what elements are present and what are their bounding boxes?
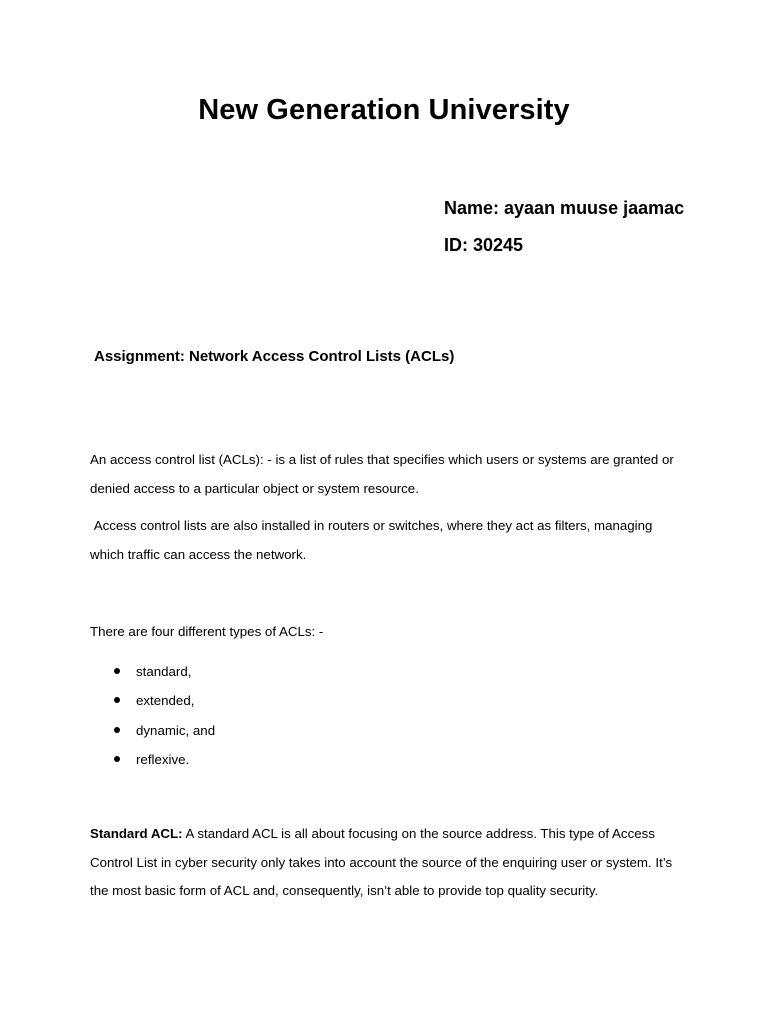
standard-acl-paragraph (90, 820, 690, 906)
university-title: New Generation University (198, 94, 570, 126)
student-name: Name: ayaan muuse jaamac (444, 198, 685, 218)
list-item (90, 745, 215, 774)
list-item-label: reflexive. (136, 751, 190, 767)
bullet-icon (114, 668, 120, 674)
list-item (90, 716, 215, 745)
list-item (90, 686, 215, 715)
acl-definition-paragraph: An access control list (ACLs): - is a list of rules that specifies which users or systems are granted or denied access to a particular object or system resource. (90, 452, 674, 496)
standard-acl-text: A standard ACL is all about focusing on the source address. This type of Access Control List in cyber security only takes into account the source of the enquiring user or system. It’s the most basic form of ACL and, consequently, isn’t able to provide top quality security. (90, 826, 676, 898)
standard-acl-heading: Standard ACL: (90, 826, 183, 841)
student-id: ID: 30245 (444, 235, 524, 255)
list-item-label: standard, (136, 664, 192, 679)
bullet-icon (114, 727, 120, 733)
acl-types-intro: There are four different types of ACLs: - (90, 624, 324, 639)
list-item-label: extended, (136, 693, 195, 709)
assignment-heading: Assignment: Network Access Control Lists (ACLs) (94, 348, 455, 365)
bullet-icon (114, 756, 120, 762)
list-item-label: dynamic, and (136, 722, 216, 738)
bullet-icon (114, 697, 120, 703)
acl-types-list (90, 657, 215, 774)
acl-routers-paragraph: Access control lists are also installed in routers or switches, where they act as filters, managing which traffic can access the network. (90, 518, 657, 562)
list-item (90, 657, 215, 686)
